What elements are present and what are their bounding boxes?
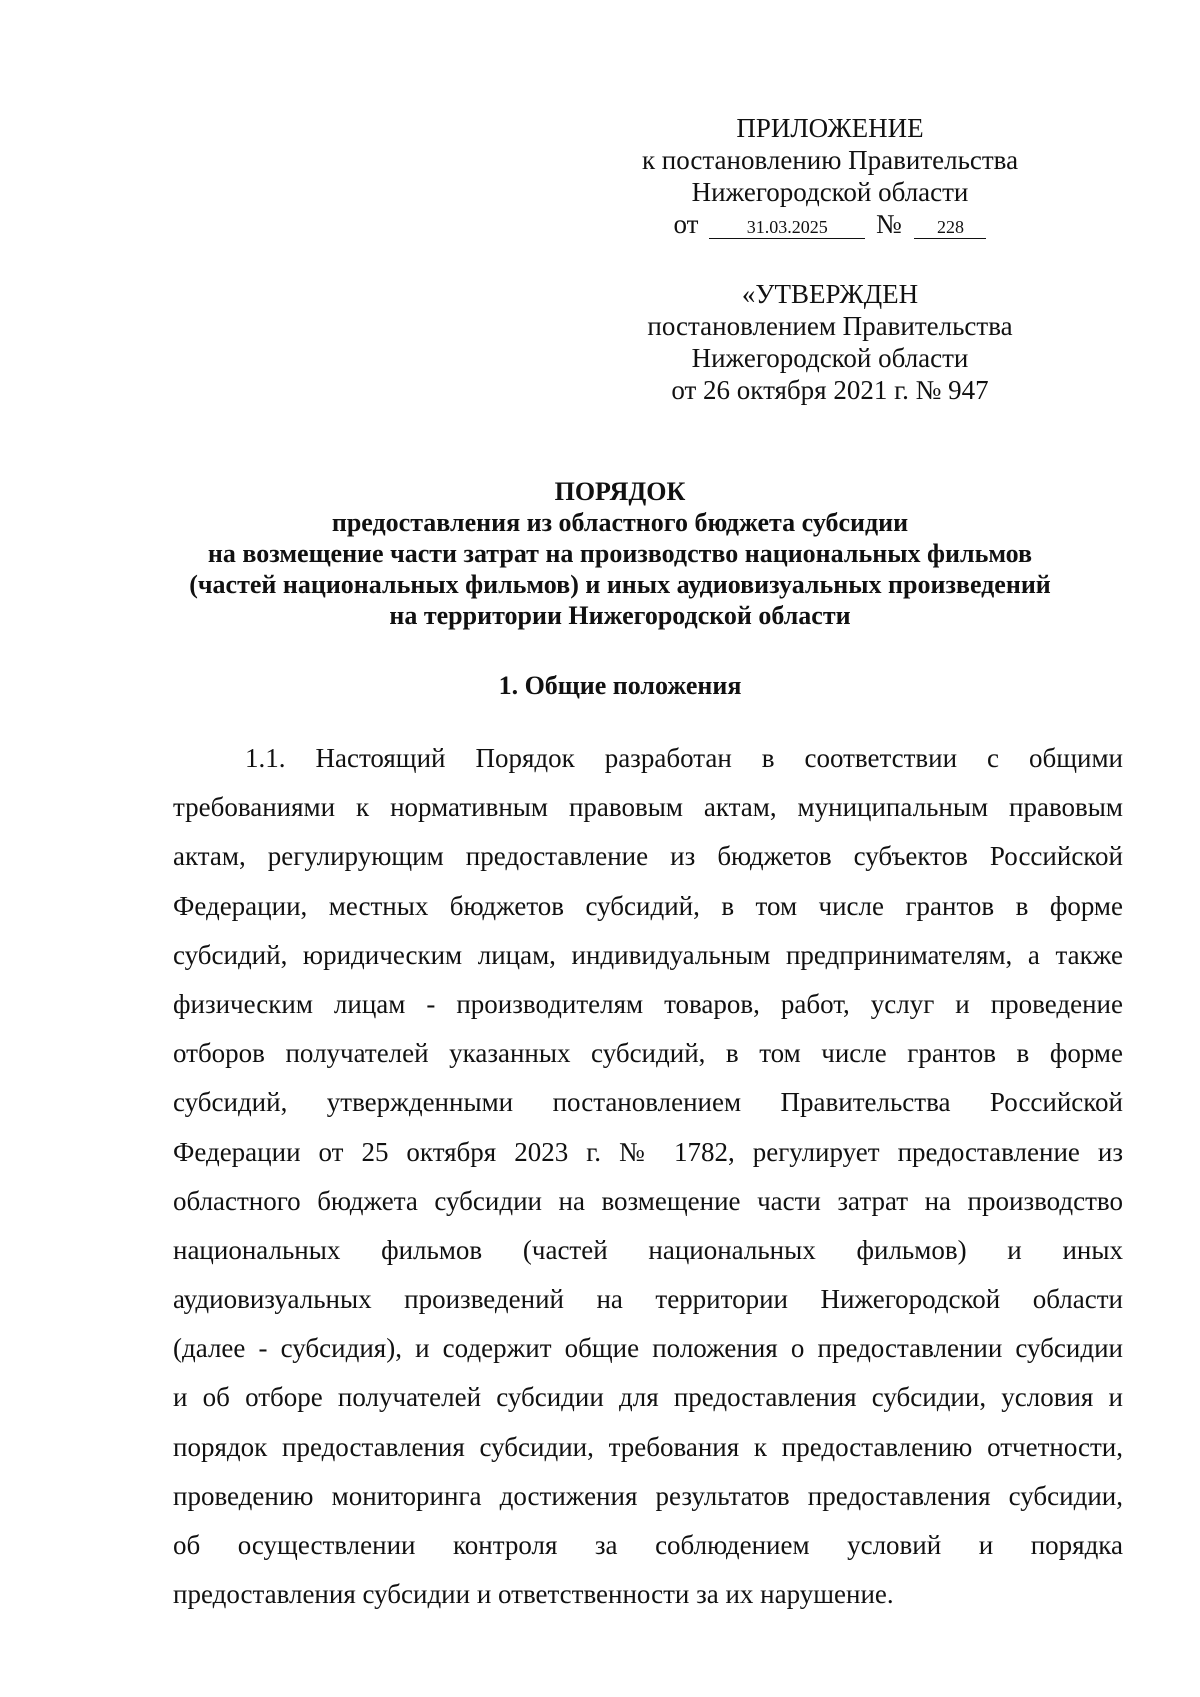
paragraph-line: порядок предоставления субсидии, требования к предоставлению отчетности, xyxy=(173,1431,1123,1462)
title-line: на территории Нижегородской области xyxy=(389,601,851,630)
paragraph-line: национальных фильмов (частей национальных фильмов) и иных xyxy=(173,1234,1123,1265)
paragraph-line: и об отборе получателей субсидии для предоставления субсидии, условия и xyxy=(173,1382,1123,1413)
paragraph-line: Федерации, местных бюджетов субсидий, в том числе грантов в форме xyxy=(173,890,1123,921)
paragraph-line: требованиями к нормативным правовым актам, муниципальным правовым xyxy=(173,792,1123,823)
from-label: от xyxy=(673,209,699,239)
paragraph-line: проведению мониторинга достижения результатов предоставления субсидии, xyxy=(173,1480,1123,1511)
approved-title: «УТВЕРЖДЕН xyxy=(741,279,919,309)
appendix-line-1: к постановлению Правительства xyxy=(641,145,1019,175)
paragraph-line: Федерации от 25 октября 2023 г. № 1782, регулирует предоставление из xyxy=(173,1136,1123,1167)
paragraph-line: субсидий, утвержденными постановлением Правительства Российской xyxy=(173,1087,1123,1118)
title-line: на возмещение части затрат на производство национальных фильмов xyxy=(207,539,1033,568)
paragraph-line: об осуществлении контроля за соблюдением условий и порядка xyxy=(173,1530,1123,1560)
paragraph-line: (далее - субсидия), и содержит общие положения о предоставлении субсидии xyxy=(173,1333,1123,1364)
approved-line-1: постановлением Правительства xyxy=(647,311,1013,341)
paragraph-line: аудиовизуальных произведений на территории Нижегородской области xyxy=(173,1284,1123,1315)
number-value: 228 xyxy=(914,216,986,239)
number-label: № xyxy=(875,209,902,239)
date-value: 31.03.2025 xyxy=(709,216,865,239)
paragraph-line: отборов получателей указанных субсидий, в том числе грантов в форме xyxy=(173,1038,1123,1069)
title-line: (частей национальных фильмов) и иных аудиовизуальных произведений xyxy=(189,570,1051,599)
paragraph-line: областного бюджета субсидии на возмещение части затрат на производство xyxy=(173,1185,1123,1216)
appendix-date-line xyxy=(560,208,1100,240)
title-heading: ПОРЯДОК xyxy=(554,477,686,506)
document-title xyxy=(120,476,1120,631)
section-heading: 1. Общие положения xyxy=(498,671,742,700)
paragraph-line: физическим лицам - производителям товаров, работ, услуг и проведение xyxy=(173,988,1123,1019)
title-line: предоставления из областного бюджета субсидии xyxy=(331,508,909,537)
appendix-block xyxy=(560,112,1100,240)
approved-line-2: Нижегородской области xyxy=(691,343,969,373)
paragraph-1-1 xyxy=(173,734,1123,1619)
paragraph-line: субсидий, юридическим лицам, индивидуальным предпринимателям, а также xyxy=(173,939,1123,970)
appendix-line-2: Нижегородской области xyxy=(691,177,969,207)
paragraph-line: актам, регулирующим предоставление из бюджетов субъектов Российской xyxy=(173,841,1123,872)
appendix-title: ПРИЛОЖЕНИЕ xyxy=(736,113,924,143)
paragraph-line: 1.1. Настоящий Порядок разработан в соответствии с общими xyxy=(245,743,1123,773)
paragraph-line: предоставления субсидии и ответственности за их нарушение. xyxy=(173,1579,894,1610)
approved-block xyxy=(560,278,1100,406)
approved-line-3: от 26 октября 2021 г. № 947 xyxy=(671,375,989,405)
